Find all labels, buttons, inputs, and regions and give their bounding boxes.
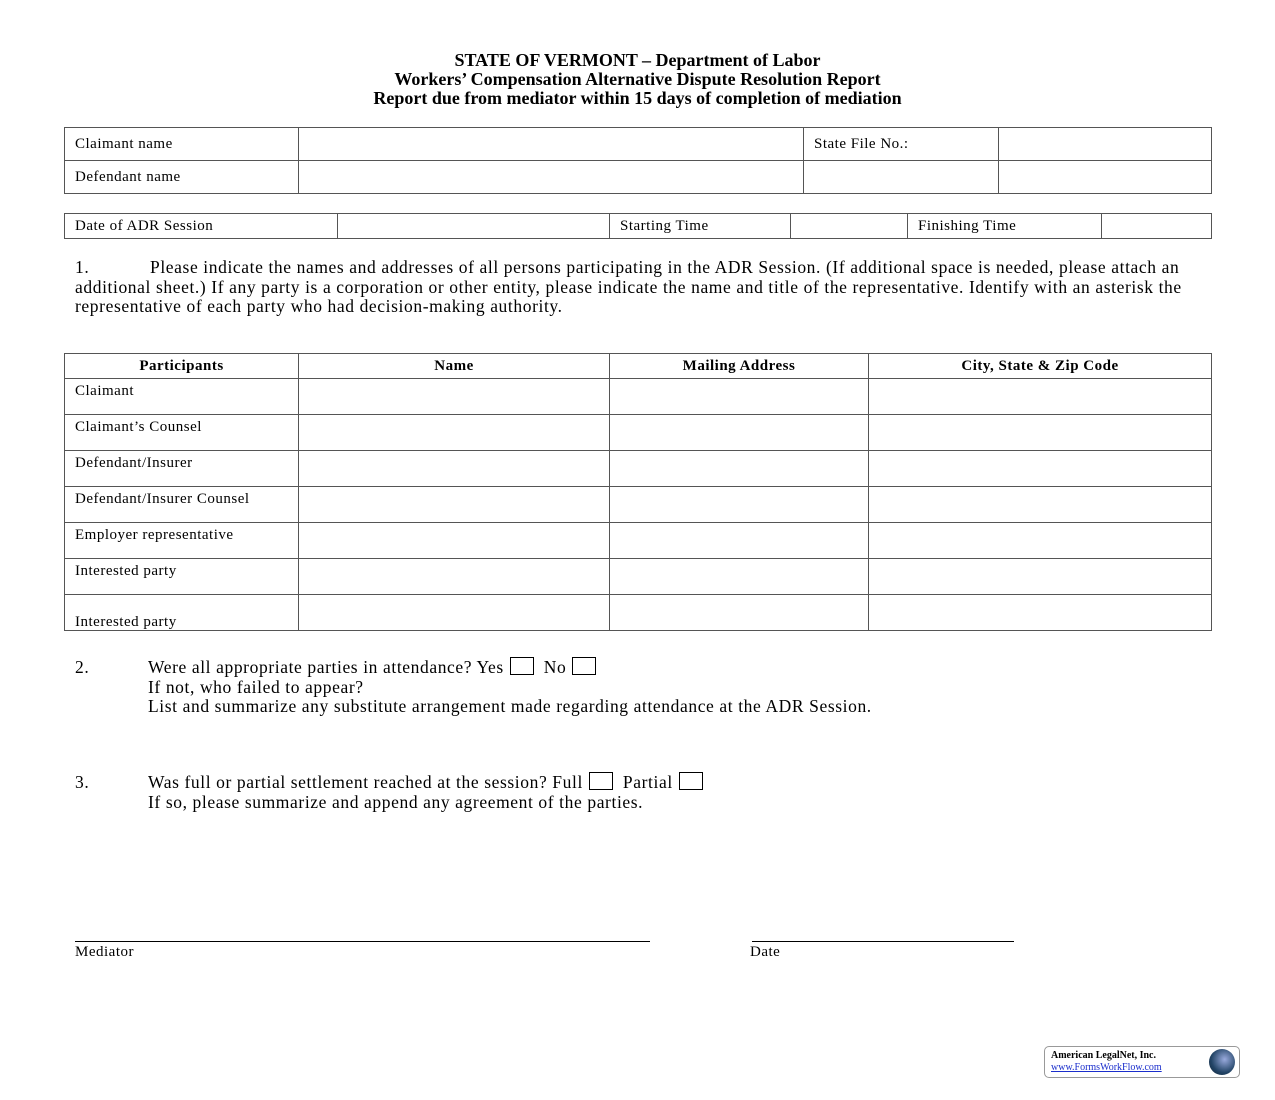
participant-field[interactable]: [299, 523, 610, 559]
participant-role: Employer representative: [65, 523, 299, 559]
participant-field[interactable]: [869, 595, 1212, 631]
no-checkbox[interactable]: [572, 657, 596, 675]
question-2: [75, 657, 872, 717]
start-label: Starting Time: [610, 214, 791, 239]
question-1: [75, 258, 1185, 317]
column-header: City, State & Zip Code: [869, 354, 1212, 379]
blank-cell[interactable]: [999, 161, 1212, 194]
q2-line2: If not, who failed to appear?: [148, 676, 364, 697]
participant-role: Defendant/Insurer Counsel: [65, 487, 299, 523]
participant-field[interactable]: [610, 451, 869, 487]
participant-field[interactable]: [610, 559, 869, 595]
claimant-label: Claimant name: [65, 128, 299, 161]
table-row: [65, 487, 1212, 523]
q1-text: Please indicate the names and addresses of all persons participating in the ADR Session. (If additional space is needed, please attach an additional sheet.) If any party is a corporation or other entity, please indicate the name and title of the representative. Identify with an asterisk the representative of each party who had decision-making authority.: [75, 257, 1182, 316]
due-note: Report due from mediator within 15 days of completion of mediation: [373, 88, 902, 108]
date-field[interactable]: [338, 214, 610, 239]
table-row: [65, 379, 1212, 415]
date-label: Date: [750, 944, 781, 960]
participant-role: Defendant/Insurer: [65, 451, 299, 487]
defendant-label: Defendant name: [65, 161, 299, 194]
date-label: Date of ADR Session: [65, 214, 338, 239]
column-header: Mailing Address: [610, 354, 869, 379]
full-checkbox[interactable]: [589, 772, 613, 790]
logo-url[interactable]: www.FormsWorkFlow.com: [1051, 1062, 1162, 1073]
table-row: [65, 595, 1212, 631]
participant-field[interactable]: [610, 379, 869, 415]
start-field[interactable]: [791, 214, 908, 239]
q2-text: Were all appropriate parties in attendance? Yes: [148, 657, 504, 677]
participant-field[interactable]: [869, 415, 1212, 451]
q2-line3: List and summarize any substitute arrangement made regarding attendance at the ADR Session.: [148, 696, 872, 716]
column-header: Name: [299, 354, 610, 379]
logo: [1044, 1046, 1240, 1078]
participant-field[interactable]: [610, 523, 869, 559]
participant-field[interactable]: [610, 415, 869, 451]
participant-field[interactable]: [299, 487, 610, 523]
participant-field[interactable]: [299, 379, 610, 415]
participant-field[interactable]: [869, 487, 1212, 523]
participant-field[interactable]: [299, 451, 610, 487]
title: STATE OF VERMONT – Department of Labor: [454, 50, 821, 70]
participant-field[interactable]: [869, 451, 1212, 487]
q1-num: 1.: [75, 257, 90, 277]
participant-field[interactable]: [869, 523, 1212, 559]
table-row: [65, 451, 1212, 487]
participant-field[interactable]: [610, 595, 869, 631]
mediator-label: Mediator: [75, 944, 134, 960]
claim-info-table: [64, 127, 1212, 194]
participant-role: Interested party: [65, 595, 299, 631]
globe-icon: [1209, 1049, 1235, 1075]
table-row: [65, 415, 1212, 451]
yes-checkbox[interactable]: [510, 657, 534, 675]
subtitle: Workers’ Compensation Alternative Dispute Resolution Report: [394, 69, 881, 89]
participant-role: Claimant: [65, 379, 299, 415]
participant-field[interactable]: [299, 415, 610, 451]
q3-line2: If so, please summarize and append any agreement of the parties.: [148, 791, 644, 812]
claimant-field[interactable]: [299, 128, 804, 161]
q3-text: Was full or partial settlement reached at the session? Full: [148, 772, 583, 792]
date-signature-line[interactable]: [752, 941, 1014, 942]
q2-num: 2.: [75, 657, 90, 677]
finish-field[interactable]: [1102, 214, 1212, 239]
defendant-field[interactable]: [299, 161, 804, 194]
participant-field[interactable]: [610, 487, 869, 523]
state-file-field[interactable]: [999, 128, 1212, 161]
partial-checkbox[interactable]: [679, 772, 703, 790]
no-label: No: [543, 657, 567, 677]
participant-field[interactable]: [299, 595, 610, 631]
session-table: [64, 213, 1212, 239]
participant-field[interactable]: [299, 559, 610, 595]
table-row: [65, 559, 1212, 595]
participants-table: [64, 353, 1212, 631]
logo-company: American LegalNet, Inc.: [1051, 1050, 1156, 1061]
participant-role: Claimant’s Counsel: [65, 415, 299, 451]
blank-cell[interactable]: [804, 161, 999, 194]
column-header: Participants: [65, 354, 299, 379]
finish-label: Finishing Time: [908, 214, 1102, 239]
participant-field[interactable]: [869, 379, 1212, 415]
question-3: [75, 772, 713, 812]
state-file-label: State File No.:: [804, 128, 999, 161]
participant-role: Interested party: [65, 559, 299, 595]
participant-field[interactable]: [869, 559, 1212, 595]
partial-label: Partial: [622, 772, 673, 792]
table-row: [65, 523, 1212, 559]
mediator-signature-line[interactable]: [75, 941, 650, 942]
q3-num: 3.: [75, 772, 90, 792]
